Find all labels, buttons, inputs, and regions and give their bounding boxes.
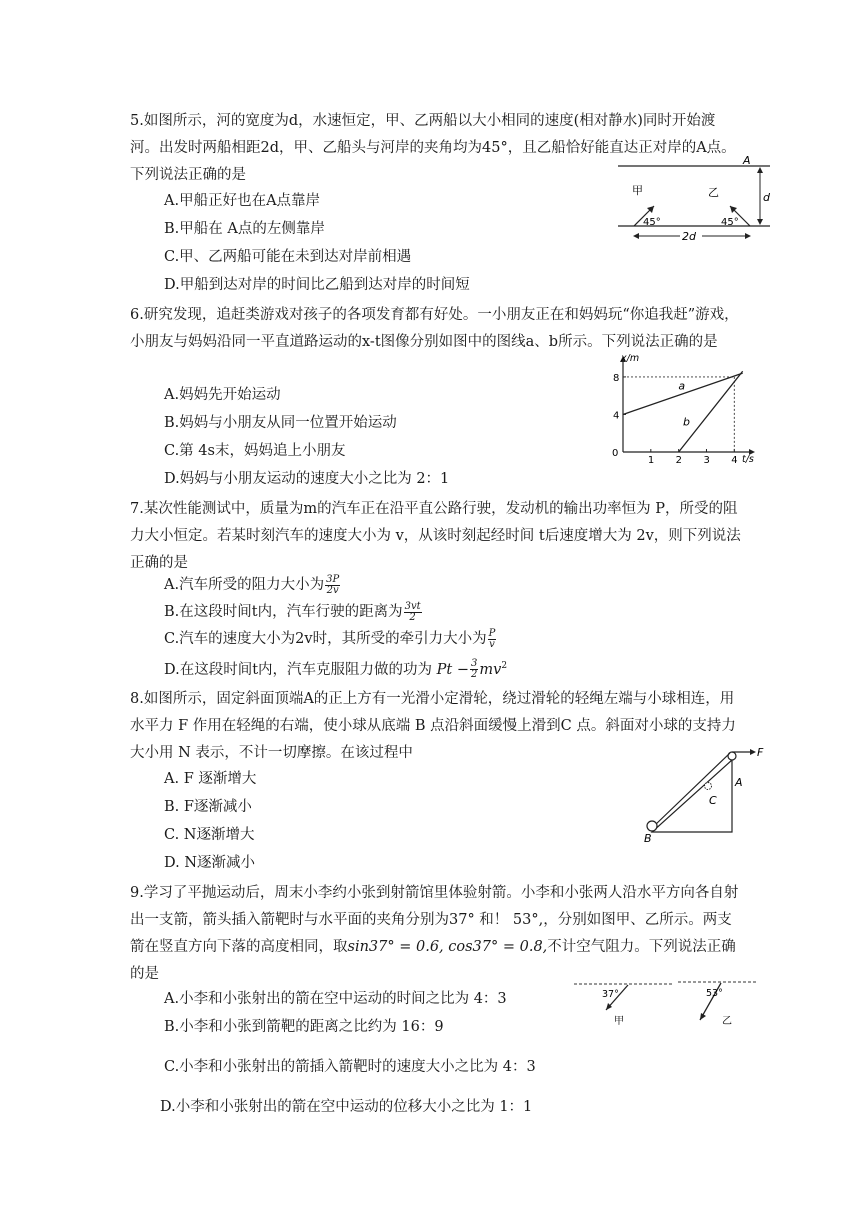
fraction-numerator: 3P: [326, 573, 340, 585]
q7-option-d-expr2: mv: [479, 661, 502, 678]
q9-option-c: C.小李和小张射出的箭插入箭靶时的速度大小之比为 4：3: [164, 1059, 536, 1075]
y-tick-label: 8: [613, 372, 620, 384]
q9-stem-text-a: 9.学习了平抛运动后，周末小李约小张到射箭馆里体验射箭。小李和小张两人沿水平方向各自射出一支箭，箭头插入箭靶时与水平面的夹角分别为37° 和！ 53°,，分别如图甲、乙所示。两支箭在竖直方向下落的高度相同，取: [130, 885, 739, 955]
series-label-b: b: [683, 415, 691, 429]
ball-at-c: [705, 783, 712, 790]
rope-to-ball: [654, 753, 730, 826]
q7-option-d: [164, 655, 507, 681]
angle-left-label: 45°: [643, 217, 661, 228]
q5-option-c: C.甲、乙两船可能在未到达对岸前相遇: [164, 249, 412, 265]
q8-option-d: D. N逐渐减小: [164, 855, 256, 871]
point-b-label: B: [644, 832, 652, 842]
fraction-denominator: 2: [471, 669, 478, 681]
angle-53-label: 53°: [706, 988, 723, 999]
q7-option-a-text: A.汽车所受的阻力大小为: [164, 577, 325, 593]
q9-stem-math: sin37° = 0.6, cos37° = 0.8,: [347, 939, 548, 955]
boat-jia-label: 甲: [632, 184, 643, 197]
angle-37-label: 37°: [602, 989, 619, 1000]
ball-at-b: [647, 821, 657, 831]
q7-option-a: [164, 574, 341, 596]
origin-label: 0: [612, 448, 619, 459]
force-f-label: F: [757, 746, 764, 759]
q9-stem: [130, 880, 742, 988]
force-arrowhead: [750, 749, 756, 755]
q7-option-d-expr1: Pt −: [436, 661, 469, 678]
distance-2d-arrow-left: [633, 233, 639, 239]
q7-option-b: [164, 601, 423, 623]
fraction-denominator: 2: [409, 611, 416, 623]
q7-option-b-text: B.在这段时间t内，汽车行驶的距离为: [164, 604, 403, 620]
q5-stem-text: 5.如图所示，河的宽度为d，水速恒定，甲、乙两船以大小相同的速度(相对静水)同时开始渡河。出发时两船相距2d，甲、乙船头与河岸的夹角均为45°，且乙船恰好能直达正对岸的A点。下列说法正确的是: [130, 113, 736, 183]
q5-river-diagram: [610, 152, 785, 246]
distance-2d-label: 2d: [682, 230, 696, 243]
point-c-label: C: [709, 794, 717, 807]
series-line-b: [679, 371, 743, 452]
q9-arrow-diagram-yi: [676, 976, 760, 1032]
fraction-numerator: P: [488, 627, 496, 639]
distance-2d-arrow-right: [745, 233, 751, 239]
q6-option-a: A.妈妈先开始运动: [164, 387, 281, 403]
q7-option-c-text: C.汽车的速度大小为2v时，其所受的牵引力大小为: [164, 631, 487, 647]
q7-option-a-fraction: [325, 575, 340, 596]
series-label-a: a: [678, 379, 686, 393]
fraction-numerator: 3: [471, 658, 478, 670]
q9-option-b: B.小李和小张到箭靶的距离之比约为 16：9: [164, 1019, 444, 1035]
q8-option-a: A. F 逐渐增大: [164, 771, 257, 787]
q9-stem-text-b: 不计空气阻力。下列说法正确的是: [130, 939, 736, 982]
x-tick-label: 1: [647, 455, 655, 466]
q7-stem: [130, 496, 742, 577]
q7-option-d-fraction: [470, 659, 478, 680]
fraction-denominator: 2v: [326, 584, 339, 596]
q7-option-d-text: D.在这段时间t内，汽车克服阻力做的功为: [164, 661, 433, 678]
q8-stem-text: 8.如图所示，固定斜面顶端A的正上方有一光滑小定滑轮，绕过滑轮的轻绳左端与小球相连，用水平力 F 作用在轻绳的右端，使小球从底端 B 点沿斜面缓慢上滑到C 点。斜面对小球的支持力大小用 N 表示，不计一切摩擦。在该过程中: [130, 691, 736, 761]
y-axis-label: x/m: [621, 353, 640, 364]
incline-triangle: [652, 760, 732, 832]
x-tick-label: 2: [675, 455, 683, 466]
q6-option-d: D.妈妈与小朋友运动的速度大小之比为 2：1: [164, 471, 450, 487]
width-d-arrow-top: [757, 167, 763, 173]
boat-yi-label: 乙: [708, 186, 719, 199]
x-axis-label: t/s: [742, 454, 754, 465]
q6-option-c: C.第 4s末，妈妈追上小朋友: [164, 443, 346, 459]
q8-option-c: C. N逐渐增大: [164, 827, 255, 843]
q6-xt-graph: [605, 352, 760, 467]
point-a-label: A: [743, 154, 751, 167]
q5-option-b: B.甲船在 A点的左侧靠岸: [164, 221, 325, 237]
x-tick-label: 3: [703, 455, 710, 466]
q8-option-b: B. F逐渐减小: [164, 799, 252, 815]
q7-stem-text: 7.某次性能测试中，质量为m的汽车正在沿平直公路行驶，发动机的输出功率恒为 P，所受的阻力大小恒定。若某时刻汽车的速度大小为 v，从该时刻起经时间 t后速度增大为 2v，则下列说法正确的是: [130, 501, 741, 571]
angle-right-label: 45°: [721, 217, 739, 228]
width-d-arrow-bottom: [757, 219, 763, 225]
q5-option-d: D.甲船到达对岸的时间比乙船到达对岸的时间短: [164, 277, 470, 293]
q9-option-a: A.小李和小张射出的箭在空中运动的时间之比为 4：3: [164, 991, 507, 1007]
q8-incline-diagram: [640, 742, 770, 842]
q7-option-c: [164, 628, 497, 650]
x-tick-label: 4: [731, 455, 738, 466]
q9-arrow-diagram-jia: [570, 976, 680, 1028]
figure-jia-label: 甲: [614, 1016, 624, 1027]
q6-stem: [130, 302, 742, 356]
y-tick-label: 4: [613, 410, 620, 422]
q7-option-d-sup: 2: [501, 661, 508, 671]
q7-option-c-fraction: [488, 629, 497, 650]
point-a-label: A: [735, 776, 743, 789]
fraction-numerator: 3vt: [404, 600, 421, 612]
q5-option-a: A.甲船正好也在A点靠岸: [164, 193, 321, 209]
figure-yi-label: 乙: [722, 1016, 732, 1027]
q6-stem-text: 6.研究发现，追赶类游戏对孩子的各项发育都有好处。一小朋友正在和妈妈玩“你追我赶”游戏，小朋友与妈妈沿同一平直道路运动的x-t图像分别如图中的图线a、b所示。下列说法正确的是: [130, 307, 739, 350]
width-d-label: d: [763, 191, 770, 204]
q6-option-b: B.妈妈与小朋友从同一位置开始运动: [164, 415, 397, 431]
fraction-denominator: v: [489, 638, 495, 650]
q7-option-b-fraction: [404, 602, 422, 623]
q9-option-d: D.小李和小张射出的箭在空中运动的位移大小之比为 1：1: [160, 1099, 533, 1115]
